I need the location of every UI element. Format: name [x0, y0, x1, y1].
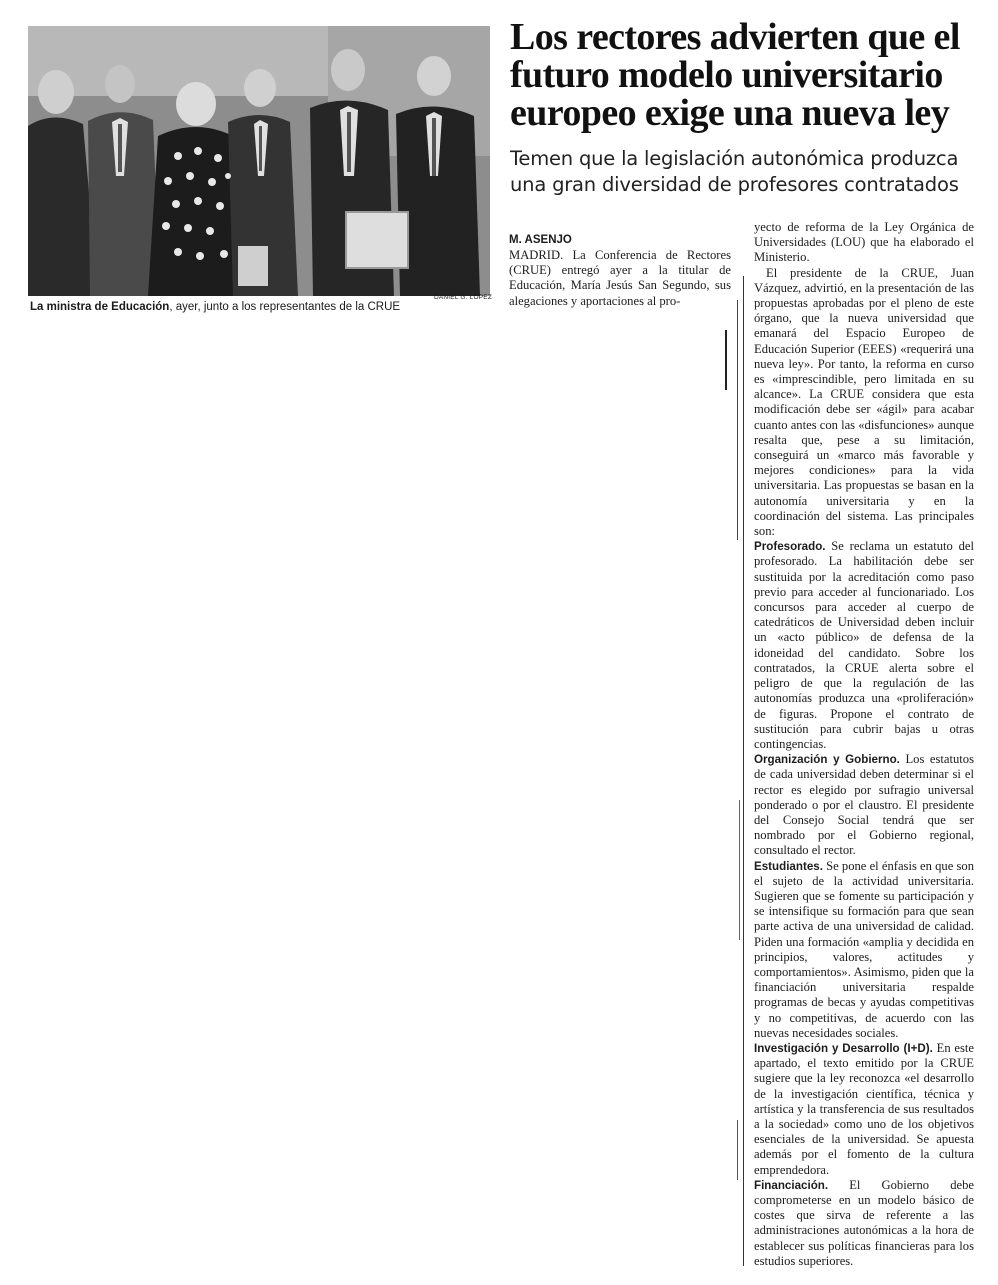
photo-caption-bold: La ministra de Educación: [30, 301, 170, 313]
column-rule: [737, 1120, 738, 1180]
photo-illustration: [28, 26, 490, 296]
section-text: En este apartado, el texto emitido por la CRUE sugiere que la ley reconozca «el desarrollo de la investigación científica, técnica y artística y la transferencia de sus resultados a la sociedad» como uno de los objetivos esenciales de la universidad. Se apuesta además por el fomento de la cultura emprendedora.: [754, 1040, 975, 1177]
column-rule: [725, 330, 727, 390]
photo-caption: [30, 300, 450, 314]
article-paragraph: yecto de reforma de la Ley Orgánica de Universidades (LOU) que ha elaborado el Ministerio.: [754, 220, 974, 265]
section-text: Se reclama un estatuto del profesorado. La habilitación debe ser sustituida por la acreditación como paso previo para acceder al funcionariado. Los concursos para acceder al cuerpo de catedráticos de Universidad deben incluir un «acto público» de defensa de la idoneidad del candidato. Sobre los contratados, la CRUE alerta sobre el peligro de que la regulación de las autonomías produzca una «proliferación» de figuras. Propone el contrato de sustitución para cubrir bajas u otras contingencias.: [754, 539, 974, 751]
article-column-2: [754, 220, 974, 1269]
section-title: Organización y Gobierno.: [754, 753, 900, 767]
article-section-financiacion: [754, 1178, 974, 1269]
section-text: Los estatutos de cada universidad deben determinar si el rector es elegido por sufragio universal ponderado o por el claustro. El presidente del Consejo Social tendrá que ser nombrado por el Gobierno regional, consultado el rector.: [754, 752, 974, 858]
column-rule: [743, 276, 744, 1266]
section-title: Estudiantes.: [754, 859, 823, 873]
section-text: El Gobierno debe comprometerse en un modelo básico de costes que sirva de referente a las administraciones autonómicas a la hora de establecer sus políticas financieras para los estudios superiores.: [754, 1177, 974, 1268]
photo-credit: DANIEL G. LÓPEZ: [433, 294, 492, 301]
byline: M. ASENJO: [509, 234, 572, 246]
news-photo: [28, 26, 490, 296]
article-section-organizacion: [754, 752, 974, 858]
photo-caption-text: , ayer, junto a los representantes de la CRUE: [169, 301, 401, 313]
article-section-investigacion: [754, 1041, 974, 1178]
section-title: Investigación y Desarrollo (I+D).: [754, 1041, 933, 1055]
subheadline: Temen que la legislación autonómica produzca una gran diversidad de profesores contratados: [510, 147, 959, 196]
headline: Los rectores advierten que el futuro modelo universitario europeo exige una nueva ley: [510, 16, 960, 134]
article-lead: MADRID. La Conferencia de Rectores (CRUE) entregó ayer a la titular de Educación, María Jesús San Segundo, sus alegaciones y aportaciones al pro-: [509, 248, 731, 308]
article-column-1: [509, 248, 731, 310]
section-title: Profesorado.: [754, 540, 826, 554]
article-paragraph: El presidente de la CRUE, Juan Vázquez, advirtió, en la presentación de las propuestas aprobadas por el pleno de este órgano, que la nueva universidad que emanará del Espacio Europeo de Educación Superior (EEES) «requerirá una nueva ley». Por tanto, la reforma en curso es «imprescindible, pero limitada en su alcance». La CRUE considera que esta modificación debe ser «ágil» para acabar cuanto antes con las «disfunciones» aunque resalta que, pese a su limitación, conseguirá un «marco más favorable y mejores condiciones» para la vida universitaria. Las propuestas se basan en la autonomía universitaria y en la coordinación del sistema. Las principales son:: [754, 265, 974, 539]
section-text: Se pone el énfasis en que son el sujeto de la actividad universitaria. Sugieren que se fomente su participación y se intensifique su formación para que sean parte activa de una universidad de calidad. Piden una formación «amplia y decidida en principios, valores, actitudes y comportamientos». Asimismo, piden que la financiación universitaria respalde programas de becas y ayudas competitivas y no competitivas, de acuerdo con las nuevas necesidades sociales.: [754, 858, 974, 1040]
section-title: Financiación.: [754, 1178, 829, 1192]
article-section-estudiantes: [754, 859, 974, 1041]
column-rule: [739, 800, 740, 940]
column-rule: [737, 300, 738, 540]
article-section-profesorado: [754, 539, 974, 752]
